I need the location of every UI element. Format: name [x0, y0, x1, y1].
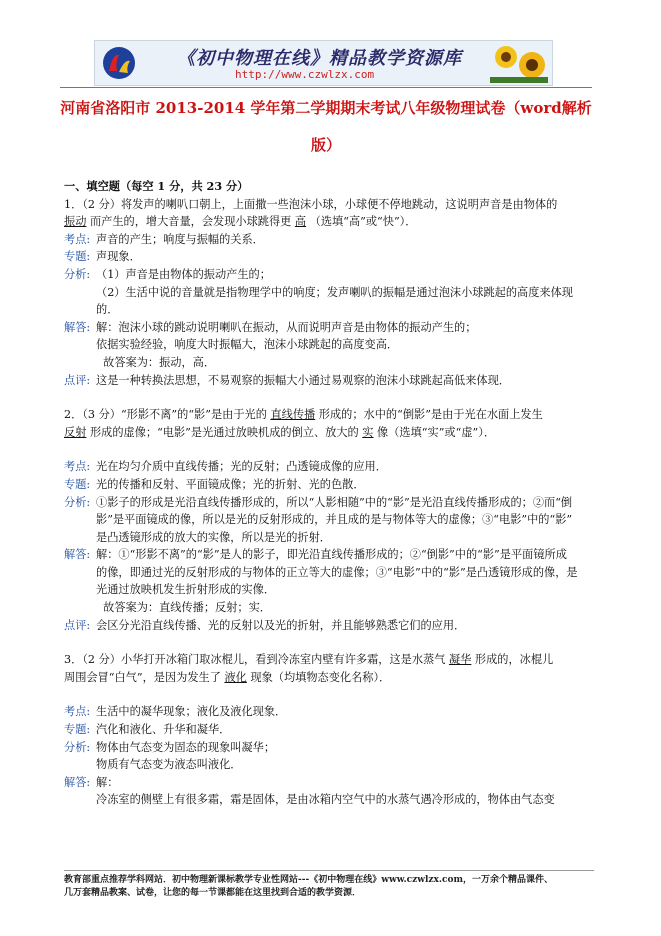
question-3-stem [64, 651, 584, 686]
q2-kaodian [64, 458, 584, 476]
q2-jieda-4: 故答案为：直线传播；反射；实． [103, 601, 271, 615]
q1-jieda-body [96, 319, 584, 372]
q3-text-1: 3．（2 分）小华打开冰箱门取冰棍儿，看到冷冻室内壁有许多霜，这是水蒸气 [64, 653, 446, 667]
q2-text-4: 像（选填“实”或“虚”）． [377, 425, 496, 439]
q2-text-3: 形成的虚像；“电影”是光通过放映机成的倒立、放大的 [89, 425, 359, 439]
label-jieda: 解答: [64, 548, 91, 562]
header-divider [60, 87, 592, 88]
q1-answer-1: 振动 [64, 215, 87, 229]
label-dianping: 点评: [64, 373, 91, 387]
q1-dianping [64, 372, 584, 390]
q1-text-1: 1．（2 分）将发声的喇叭口朝上，上面撒一些泡沫小球，小球便不停地跳动，这说明声音是由物体的 [64, 197, 558, 211]
q2-fenxi-1: ①影子的形成是光沿直线传播形成的，所以“人影相随”中的“影”是光沿直线传播形成的；②而“倒 [96, 495, 573, 509]
header-banner [94, 40, 553, 86]
logo-icon [101, 45, 137, 81]
question-1-stem [64, 196, 584, 231]
q1-kaodian [64, 231, 584, 249]
label-fenxi: 分析: [64, 267, 91, 281]
q3-zhuanti-text: 汽化和液化、升华和凝华． [96, 723, 231, 737]
q2-answer-3: 实 [362, 425, 374, 439]
label-jieda: 解答: [64, 775, 91, 789]
q2-jieda-3: 光通过放映机发生折射形成的实像． [96, 583, 276, 597]
q3-fenxi-body [96, 739, 584, 774]
q3-jieda [64, 774, 584, 809]
q2-answer-1: 直线传播 [270, 408, 316, 422]
footer-line-2: 几万套精品教案、试卷，让您的每一节课都能在这里找到合适的教学资源． [64, 888, 362, 898]
q3-answer-1: 凝华 [448, 653, 472, 667]
q1-fenxi-body [96, 266, 584, 319]
q3-answer-2: 液化 [224, 670, 247, 684]
q3-jieda-2: 冷冻室的侧壁上有很多霜，霜是固体，是由冰箱内空气中的水蒸气遇冷形成的，物体由气态变 [96, 793, 555, 807]
q2-fenxi-3: 是凸透镜形成的放大的实像，所以是光的折射． [96, 530, 331, 544]
q1-text-3: （选填“高”或“快”）． [309, 215, 417, 229]
q1-jieda-2: 依据实验经验，响度大时振幅大，泡沫小球跳起的高度变高． [96, 338, 399, 352]
label-zhuanti: 专题: [64, 723, 91, 737]
q2-text-2: 形成的；水中的“倒影”是由于光在水面上发生 [318, 408, 543, 422]
banner-title: 《初中物理在线》精品教学资源库 [177, 48, 462, 69]
label-fenxi: 分析: [64, 495, 91, 509]
q3-jieda-1: 解： [96, 775, 119, 789]
q3-zhuanti [64, 721, 584, 739]
q3-jieda-body [96, 774, 584, 809]
q1-zhuanti-text: 声现象． [96, 250, 141, 264]
banner-url[interactable]: http://www.czwlzx.com [235, 68, 375, 81]
q2-zhuanti-text: 光的传播和反射、平面镜成像；光的折射、光的色散． [96, 477, 365, 491]
label-dianping: 点评: [64, 618, 91, 632]
label-zhuanti: 专题: [64, 250, 91, 264]
label-jieda: 解答: [64, 320, 91, 334]
section-heading: 一、填空题（每空 1 分，共 23 分） [64, 179, 249, 193]
q2-fenxi-2: 影”是平面镜成的像，所以是光的反射形成的，并且成的是与物体等大的虚像；③“电影”中的“影” [96, 513, 573, 527]
label-fenxi: 分析: [64, 740, 91, 754]
q3-fenxi-2: 物质有气态变为液态叫液化． [96, 758, 242, 772]
q2-jieda-1: 解：①“形影不离”的“影”是人的影子，即光沿直线传播形成的；②“倒影”中的“影”是平面镜所成 [96, 548, 567, 562]
q2-answer-2: 反射 [64, 425, 87, 439]
q1-jieda-1: 解：泡沫小球的跳动说明喇叭在振动，从而说明声音是由物体的振动产生的； [96, 320, 477, 334]
q2-fenxi-body [96, 494, 584, 547]
footer-line-1: 教育部重点推荐学科网站．初中物理新课标教学专业性网站---《初中物理在线》www.czwlzx.com，一万余个精品课件、 [64, 875, 554, 885]
q1-text-2: 而产生的，增大音量，会发现小球跳得更 [89, 215, 292, 229]
q1-dianping-text: 这是一种转换法思想，不易观察的振幅大小通过易观察的泡沫小球跳起高低来体现． [96, 373, 510, 387]
q1-zhuanti [64, 248, 584, 266]
page-footer [64, 870, 594, 900]
q2-jieda-2: 的像，即通过光的反射形成的与物体的正立等大的虚像；③“电影”中的“影”是凸透镜形成的像，是 [96, 565, 578, 579]
q2-zhuanti [64, 476, 584, 494]
label-zhuanti: 专题: [64, 477, 91, 491]
q1-fenxi-2: （2）生活中说的音量就是指物理学中的响度；发声喇叭的振幅是通过泡沫小球跳起的高度来体现的． [96, 285, 573, 317]
label-kaodian: 考点: [64, 705, 91, 719]
sunflower-icon [490, 43, 548, 83]
label-kaodian: 考点: [64, 232, 91, 246]
q2-kaodian-text: 光在均匀介质中直线传播；光的反射；凸透镜成像的应用． [96, 460, 387, 474]
q3-text-2: 形成的，冰棍儿 [474, 653, 554, 667]
q1-jieda [64, 319, 584, 372]
document-body [64, 178, 584, 809]
q3-text-4: 现象（均填物态变化名称）． [250, 670, 391, 684]
q3-fenxi-1: 物体由气态变为固态的现象叫凝华； [96, 740, 276, 754]
document-title-line2: 版） [310, 136, 341, 154]
q3-kaodian [64, 703, 584, 721]
q1-jieda-3: 故答案为：振动，高． [103, 355, 216, 369]
q2-fenxi [64, 494, 584, 547]
question-2-stem [64, 406, 584, 441]
q1-kaodian-text: 声音的产生；响度与振幅的关系． [96, 232, 264, 246]
q2-jieda-body [96, 546, 584, 616]
document-title-line1: 河南省洛阳市 2013-2014 学年第二学期期末考试八年级物理试卷（word解析 [60, 99, 592, 117]
q3-text-3: 周围会冒“白气”，是因为发生了 [64, 670, 221, 684]
q1-fenxi-1: （1）声音是由物体的振动产生的； [96, 267, 271, 281]
q3-kaodian-text: 生活中的凝华现象；液化及液化现象． [96, 705, 287, 719]
q1-fenxi [64, 266, 584, 319]
q2-jieda [64, 546, 584, 616]
q2-dianping [64, 617, 584, 635]
q2-text-1: 2．（3 分）“形影不离”的“影”是由于光的 [64, 408, 267, 422]
q2-dianping-text: 会区分光沿直线传播、光的反射以及光的折射，并且能够熟悉它们的应用． [96, 618, 466, 632]
q3-fenxi [64, 739, 584, 774]
q1-answer-2: 高 [294, 215, 307, 229]
label-kaodian: 考点: [64, 460, 91, 474]
